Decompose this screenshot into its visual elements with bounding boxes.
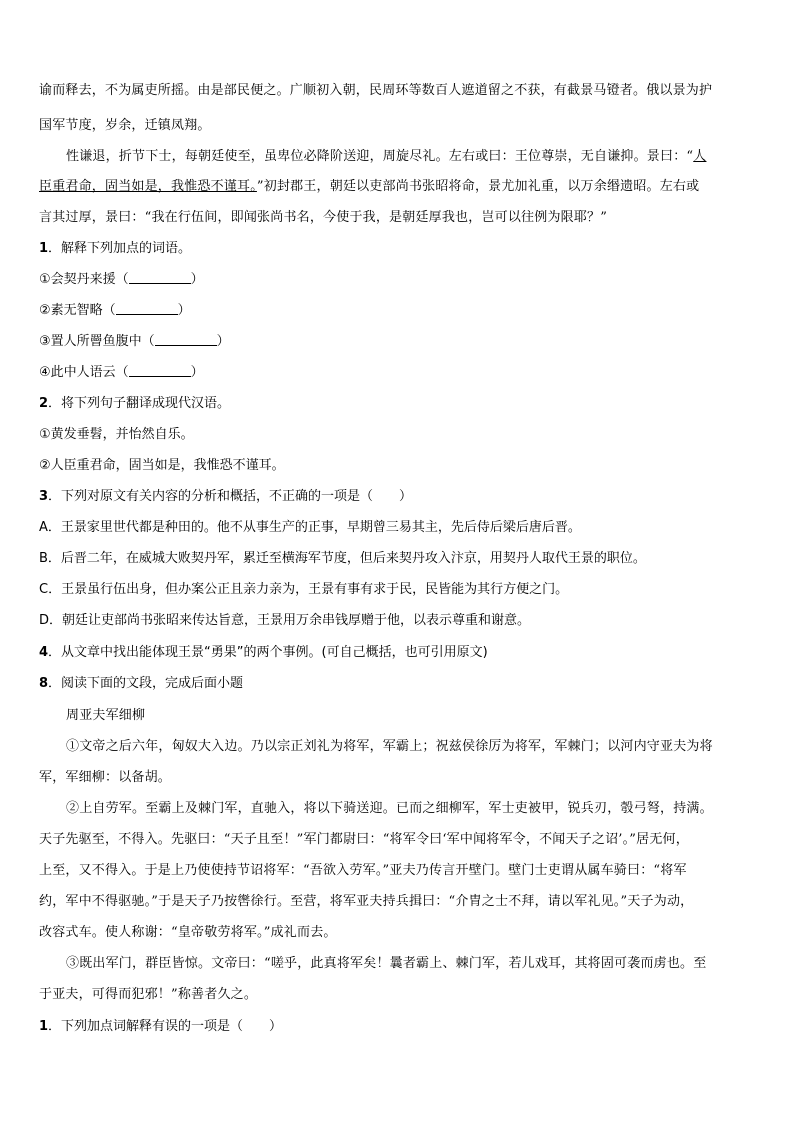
question-number: 2 [39, 396, 49, 411]
question-number: 8 [39, 676, 49, 691]
answer-item [39, 333, 230, 351]
choice-c: C．王景虽行伍出身，但办案公正且亲力亲为，王景有事有求于民，民皆能为其行方便之门。 [39, 582, 569, 597]
question-heading [39, 644, 488, 662]
passage-line: ①文帝之后六年，匈奴大入边。乃以宗正刘礼为将军，军霸上；祝兹侯徐厉为将军，军棘门；以河内守亚夫为将 [66, 739, 713, 754]
answer-blank[interactable] [155, 333, 217, 346]
question-text: ．下列对原文有关内容的分析和概括，不正确的一项是（ ） [48, 489, 413, 504]
underlined-text: 臣重君命，固当如是，我惟恐不谨耳。 [39, 179, 257, 194]
answer-blank[interactable] [129, 271, 191, 284]
question-number: 1 [39, 241, 49, 256]
item-end: ） [216, 334, 230, 349]
choice-a: A．王景家里世代都是种田的。他不从事生产的正事，早期曾三易其主，先后侍后梁后唐后晋。 [39, 520, 581, 535]
passage-line: 上至，又不得入。于是上乃使使持节诏将军：“吾欲入劳军。”亚夫乃传言开壁门。壁门士吏谓从属车骑曰：“将军 [39, 863, 687, 878]
question-text: ．下列加点词解释有误的一项是（ ） [48, 1019, 283, 1034]
question-text: ．解释下列加点的词语。 [48, 241, 192, 256]
question-heading [39, 675, 243, 693]
passage-line: 改容式车。使人称谢：“皇帝敬劳将军。”成礼而去。 [39, 925, 337, 940]
item-label: ①会契丹来援（ [39, 272, 129, 287]
translate-sentence: ①黄发垂髫，并怡然自乐。 [39, 427, 194, 442]
item-end: ） [190, 365, 204, 380]
answer-blank[interactable] [116, 302, 178, 315]
passage-line: ②上自劳军。至霸上及棘门军，直驰入，将以下骑送迎。已而之细柳军，军士吏被甲，锐兵刃，彀弓弩，持满。 [66, 801, 713, 816]
question-text: ．将下列句子翻译成现代汉语。 [48, 396, 231, 411]
passage-line: 约，军中不得驱驰。”于是天子乃按辔徐行。至营，将军亚夫持兵揖曰：“介胄之士不拜，请以军礼见。”天子为动， [39, 894, 694, 909]
item-label: ③置人所罾鱼腹中（ [39, 334, 155, 349]
question-text: ．从文章中找出能体现王景“勇果”的两个事例。(可自己概括，也可引用原文) [48, 645, 488, 660]
passage-line [66, 148, 706, 166]
passage-text: ”初封郡王，朝廷以吏部尚书张昭将命，景尤加礼重，以万余缗遗昭。左右或 [256, 179, 700, 194]
question-heading [39, 240, 191, 258]
passage-line: 天子先驱至，不得入。先驱曰：“天子且至！”军门都尉曰：“将军令曰‘军中闻将军令，不闻天子之诏’。”居无何， [39, 832, 689, 847]
passage-line: ③既出军门，群臣皆惊。文帝曰：“嗟乎，此真将军矣！曩者霸上、棘门军，若儿戏耳，其将固可袭而虏也。至 [66, 956, 707, 971]
passage-line: 于亚夫，可得而犯邪！”称善者久之。 [39, 987, 258, 1002]
answer-item [39, 364, 204, 382]
passage-text: 性谦退，折节下士，每朝廷使至，虽卑位必降阶送迎，周旋尽礼。左右或曰：王位尊崇，无自谦抑。景曰：“ [66, 149, 694, 164]
item-end: ） [190, 272, 204, 287]
question-text: ．阅读下面的文段，完成后面小题 [48, 676, 244, 691]
question-heading [39, 1018, 282, 1036]
item-label: ②素无智略（ [39, 303, 116, 318]
item-label: ④此中人语云（ [39, 365, 129, 380]
question-number: 3 [39, 489, 49, 504]
choice-b: B．后晋二年，在威城大败契丹军，累迁至横海军节度，但后来契丹攻入汴京，用契丹人取代王景的职位。 [39, 551, 646, 566]
underlined-text: 人 [693, 149, 707, 164]
question-number: 4 [39, 645, 49, 660]
item-end: ） [177, 303, 191, 318]
answer-item [39, 302, 191, 320]
passage-line: 军，军细柳：以备胡。 [39, 770, 172, 785]
passage-line [39, 178, 699, 196]
passage-line: 谕而释去，不为属吏所摇。由是部民便之。广顺初入朝，民周环等数百人遮道留之不获，有截景马镫者。俄以景为护 [39, 83, 713, 98]
question-heading [39, 395, 230, 413]
answer-blank[interactable] [129, 364, 191, 377]
passage-line: 言其过厚，景曰：“我在行伍间，即闻张尚书名，今使于我，是朝廷厚我也，岂可以往例为限耶？” [39, 210, 608, 225]
question-heading [39, 488, 412, 506]
choice-d: D．朝廷让吏部尚书张昭来传达旨意，王景用万余串钱厚赠于他，以表示尊重和谢意。 [39, 613, 531, 628]
question-number: 1 [39, 1019, 49, 1034]
translate-sentence: ②人臣重君命，固当如是，我惟恐不谨耳。 [39, 458, 285, 473]
passage-title: 周亚夫军细柳 [66, 708, 146, 723]
answer-item [39, 271, 204, 289]
passage-line: 国军节度，岁余，迁镇凤翔。 [39, 118, 211, 133]
